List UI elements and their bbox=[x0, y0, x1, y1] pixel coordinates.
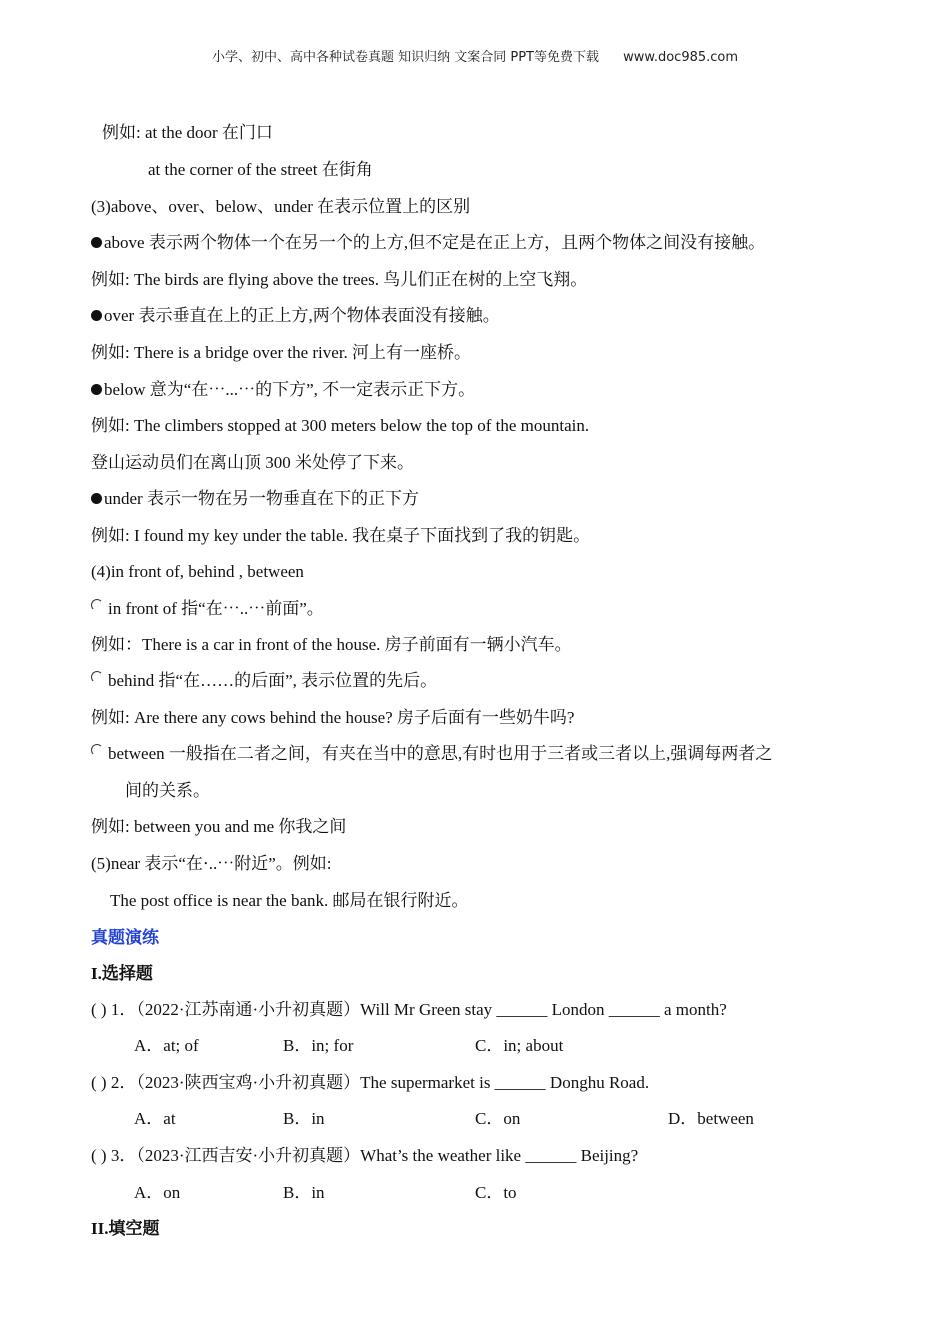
note-line: at the corner of the street 在街角 bbox=[148, 160, 373, 179]
note-line: 例如: The birds are flying above the trees. 鸟儿们正在树的上空飞翔。 bbox=[91, 270, 588, 289]
question-1: ( ) 1．（2022·江苏南通·小升初真题）Will Mr Green stay ______ London ______ a month? bbox=[91, 1000, 727, 1019]
q2-option-c[interactable]: C．on bbox=[475, 1109, 521, 1128]
note-line: above 表示两个物体一个在另一个的上方,但不定是在正上方，且两个物体之间没有接触。 bbox=[91, 232, 765, 254]
section-title-choice: I.选择题 bbox=[91, 964, 153, 983]
note-line: behind 指“在……的后面”, 表示位置的先后。 bbox=[91, 670, 437, 692]
note-line: 间的关系。 bbox=[125, 781, 210, 800]
bullet-icon bbox=[91, 493, 102, 504]
note-line: 例如：There is a car in front of the house. 房子前面有一辆小汽车。 bbox=[91, 635, 572, 654]
q1-option-a[interactable]: A．at; of bbox=[134, 1036, 199, 1055]
arc-bullet-icon bbox=[91, 744, 103, 756]
bullet-icon bbox=[91, 310, 102, 321]
note-line: The post office is near the bank. 邮局在银行附近。 bbox=[110, 891, 469, 910]
note-line: 例如: There is a bridge over the river. 河上有一座桥。 bbox=[91, 343, 472, 362]
q2-option-a[interactable]: A．at bbox=[134, 1109, 176, 1128]
header-text: 小学、初中、高中各种试卷真题 知识归纳 文案合同 PPT等免费下载 bbox=[211, 50, 599, 65]
question-2: ( ) 2．（2023·陕西宝鸡·小升初真题）The supermarket is ______ Donghu Road. bbox=[91, 1073, 650, 1092]
section-heading-3: (3)above、over、below、under 在表示位置上的区别 bbox=[91, 197, 471, 216]
arc-bullet-icon bbox=[91, 599, 103, 611]
q1-option-b[interactable]: B．in; for bbox=[283, 1036, 354, 1055]
q2-option-b[interactable]: B．in bbox=[283, 1109, 325, 1128]
note-line: under 表示一物在另一物垂直在下的正下方 bbox=[91, 488, 419, 510]
bullet-icon bbox=[91, 237, 102, 248]
bullet-icon bbox=[91, 384, 102, 395]
note-line: below 意为“在⋯...⋯的下方”, 不一定表示正下方。 bbox=[91, 379, 475, 401]
section-heading-5: (5)near 表示“在⋅..⋯附近”。例如: bbox=[91, 854, 332, 873]
note-line: 例如: The climbers stopped at 300 meters below the top of the mountain. bbox=[91, 416, 590, 435]
section-title-fill: II.填空题 bbox=[91, 1219, 160, 1238]
header-site[interactable]: www.doc985.com bbox=[623, 50, 739, 65]
section-heading-4: (4)in front of, behind , between bbox=[91, 562, 304, 581]
note-line: 登山运动员们在离山顶 300 米处停了下来。 bbox=[91, 453, 414, 472]
question-3: ( ) 3．（2023·江西吉安·小升初真题）What’s the weather like ______ Beijing? bbox=[91, 1146, 639, 1165]
q3-option-c[interactable]: C．to bbox=[475, 1183, 517, 1202]
q1-option-c[interactable]: C．in; about bbox=[475, 1036, 564, 1055]
practice-title: 真题演练 bbox=[91, 928, 159, 948]
q2-option-d[interactable]: D．between bbox=[668, 1109, 754, 1128]
note-line: between 一般指在二者之间，有夹在当中的意思,有时也用于三者或三者以上,强调每两者之 bbox=[91, 743, 772, 765]
note-line: 例如: at the door 在门口 bbox=[102, 123, 273, 142]
q3-option-a[interactable]: A．on bbox=[134, 1183, 181, 1202]
page-header bbox=[0, 46, 950, 65]
note-line: 例如: Are there any cows behind the house? 房子后面有一些奶牛吗? bbox=[91, 708, 575, 727]
note-line: in front of 指“在⋯..⋯前面”。 bbox=[91, 598, 324, 620]
note-line: 例如: between you and me 你我之间 bbox=[91, 817, 347, 836]
note-line: 例如: I found my key under the table. 我在桌子下面找到了我的钥匙。 bbox=[91, 526, 591, 545]
q3-option-b[interactable]: B．in bbox=[283, 1183, 325, 1202]
arc-bullet-icon bbox=[91, 671, 103, 683]
note-line: over 表示垂直在上的正上方,两个物体表面没有接触。 bbox=[91, 305, 500, 327]
